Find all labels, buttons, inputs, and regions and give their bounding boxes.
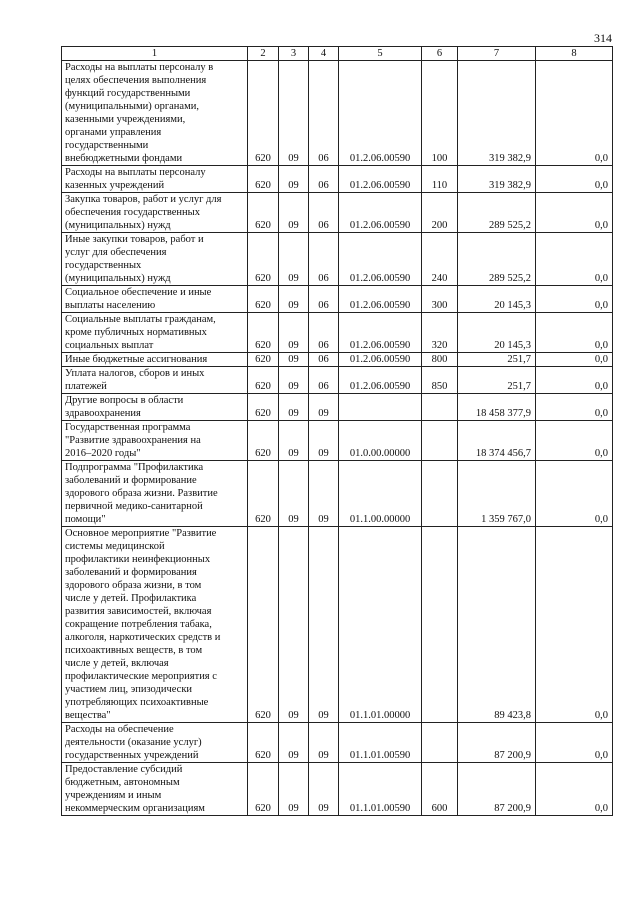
subsection-cell: 06 <box>309 353 339 367</box>
item-name-cell: Иные закупки товаров, работ и услуг для обеспечения государственных (муниципальных) нужд <box>62 233 248 286</box>
section-cell: 09 <box>279 286 309 313</box>
change-cell: 0,0 <box>536 763 613 816</box>
section-cell: 09 <box>279 394 309 421</box>
subsection-cell: 09 <box>309 421 339 461</box>
item-name-cell: Другие вопросы в области здравоохранения <box>62 394 248 421</box>
section-cell: 09 <box>279 193 309 233</box>
expense-type-cell: 110 <box>422 166 458 193</box>
subsection-cell: 06 <box>309 193 339 233</box>
amount-cell: 251,7 <box>458 353 536 367</box>
subsection-cell: 06 <box>309 286 339 313</box>
table-row <box>62 394 613 421</box>
expense-type-cell <box>422 723 458 763</box>
item-name-cell: Социальные выплаты гражданам, кроме публичных нормативных социальных выплат <box>62 313 248 353</box>
amount-cell: 20 145,3 <box>458 313 536 353</box>
section-cell: 09 <box>279 166 309 193</box>
expense-type-cell <box>422 394 458 421</box>
amount-cell: 87 200,9 <box>458 723 536 763</box>
amount-cell: 18 458 377,9 <box>458 394 536 421</box>
item-name-cell: Закупка товаров, работ и услуг для обеспечения государственных (муниципальных) нужд <box>62 193 248 233</box>
header-cell: 8 <box>536 47 613 61</box>
ministry-code-cell: 620 <box>248 61 279 166</box>
table-row <box>62 193 613 233</box>
table-row <box>62 61 613 166</box>
header-cell: 1 <box>62 47 248 61</box>
item-name-cell: Иные бюджетные ассигнования <box>62 353 248 367</box>
amount-cell: 87 200,9 <box>458 763 536 816</box>
target-article-cell: 01.1.01.00590 <box>339 763 422 816</box>
header-cell: 7 <box>458 47 536 61</box>
amount-cell: 289 525,2 <box>458 233 536 286</box>
item-name-cell: Государственная программа "Развитие здравоохранения на 2016–2020 годы" <box>62 421 248 461</box>
change-cell: 0,0 <box>536 233 613 286</box>
header-cell: 6 <box>422 47 458 61</box>
header-cell: 5 <box>339 47 422 61</box>
change-cell: 0,0 <box>536 367 613 394</box>
table-row <box>62 233 613 286</box>
change-cell: 0,0 <box>536 461 613 527</box>
header-cell: 4 <box>309 47 339 61</box>
ministry-code-cell: 620 <box>248 353 279 367</box>
section-cell: 09 <box>279 353 309 367</box>
change-cell: 0,0 <box>536 61 613 166</box>
amount-cell: 18 374 456,7 <box>458 421 536 461</box>
subsection-cell: 06 <box>309 166 339 193</box>
target-article-cell <box>339 394 422 421</box>
change-cell: 0,0 <box>536 421 613 461</box>
change-cell: 0,0 <box>536 193 613 233</box>
change-cell: 0,0 <box>536 166 613 193</box>
target-article-cell: 01.2.06.00590 <box>339 166 422 193</box>
ministry-code-cell: 620 <box>248 763 279 816</box>
item-name-cell: Основное мероприятие "Развитие системы медицинской профилактики неинфекционных заболеваний и формирования здорового образа жизни, в том числе у детей. Профилактика развития зависимостей, включая сокращение потребления табака, алкоголя, наркотических средств и психоактивных веществ, в том числе у детей, включая профилактические мероприятия с участием лиц, эпизодически употребляющих психоактивные вещества" <box>62 527 248 723</box>
target-article-cell: 01.2.06.00590 <box>339 313 422 353</box>
section-cell: 09 <box>279 763 309 816</box>
subsection-cell: 09 <box>309 527 339 723</box>
subsection-cell: 09 <box>309 763 339 816</box>
expense-type-cell: 600 <box>422 763 458 816</box>
change-cell: 0,0 <box>536 353 613 367</box>
table-row <box>62 166 613 193</box>
budget-table <box>61 46 613 816</box>
expense-type-cell: 800 <box>422 353 458 367</box>
target-article-cell: 01.1.01.00000 <box>339 527 422 723</box>
header-cell: 3 <box>279 47 309 61</box>
ministry-code-cell: 620 <box>248 723 279 763</box>
table-row <box>62 723 613 763</box>
table-row <box>62 286 613 313</box>
expense-type-cell: 850 <box>422 367 458 394</box>
item-name-cell: Расходы на выплаты персоналу казенных учреждений <box>62 166 248 193</box>
item-name-cell: Расходы на выплаты персоналу в целях обеспечения выполнения функций государственными (муниципальными) органами, казенными учреждениями, органами управления государственными внебюджетными фондами <box>62 61 248 166</box>
target-article-cell: 01.0.00.00000 <box>339 421 422 461</box>
section-cell: 09 <box>279 233 309 286</box>
amount-cell: 20 145,3 <box>458 286 536 313</box>
item-name-cell: Социальное обеспечение и иные выплаты населению <box>62 286 248 313</box>
subsection-cell: 06 <box>309 233 339 286</box>
expense-type-cell <box>422 461 458 527</box>
table-row <box>62 763 613 816</box>
header-cell: 2 <box>248 47 279 61</box>
change-cell: 0,0 <box>536 313 613 353</box>
expense-type-cell: 300 <box>422 286 458 313</box>
subsection-cell: 09 <box>309 394 339 421</box>
section-cell: 09 <box>279 313 309 353</box>
target-article-cell: 01.2.06.00590 <box>339 286 422 313</box>
item-name-cell: Уплата налогов, сборов и иных платежей <box>62 367 248 394</box>
table-row <box>62 313 613 353</box>
change-cell: 0,0 <box>536 723 613 763</box>
target-article-cell: 01.1.00.00000 <box>339 461 422 527</box>
item-name-cell: Расходы на обеспечение деятельности (оказание услуг) государственных учреждений <box>62 723 248 763</box>
change-cell: 0,0 <box>536 286 613 313</box>
amount-cell: 319 382,9 <box>458 61 536 166</box>
change-cell: 0,0 <box>536 394 613 421</box>
ministry-code-cell: 620 <box>248 166 279 193</box>
table-row <box>62 527 613 723</box>
section-cell: 09 <box>279 461 309 527</box>
header-row <box>62 47 613 61</box>
amount-cell: 1 359 767,0 <box>458 461 536 527</box>
amount-cell: 319 382,9 <box>458 166 536 193</box>
ministry-code-cell: 620 <box>248 313 279 353</box>
ministry-code-cell: 620 <box>248 394 279 421</box>
expense-type-cell: 100 <box>422 61 458 166</box>
amount-cell: 89 423,8 <box>458 527 536 723</box>
table-row <box>62 367 613 394</box>
table-row <box>62 461 613 527</box>
section-cell: 09 <box>279 723 309 763</box>
target-article-cell: 01.2.06.00590 <box>339 193 422 233</box>
item-name-cell: Предоставление субсидий бюджетным, автономным учреждениям и иным некоммерческим организациям <box>62 763 248 816</box>
target-article-cell: 01.1.01.00590 <box>339 723 422 763</box>
subsection-cell: 09 <box>309 723 339 763</box>
subsection-cell: 06 <box>309 313 339 353</box>
subsection-cell: 06 <box>309 61 339 166</box>
section-cell: 09 <box>279 527 309 723</box>
section-cell: 09 <box>279 421 309 461</box>
target-article-cell: 01.2.06.00590 <box>339 367 422 394</box>
ministry-code-cell: 620 <box>248 233 279 286</box>
ministry-code-cell: 620 <box>248 421 279 461</box>
expense-type-cell <box>422 421 458 461</box>
target-article-cell: 01.2.06.00590 <box>339 61 422 166</box>
amount-cell: 289 525,2 <box>458 193 536 233</box>
expense-type-cell: 320 <box>422 313 458 353</box>
expense-type-cell <box>422 527 458 723</box>
item-name-cell: Подпрограмма "Профилактика заболеваний и формирование здорового образа жизни. Развитие первичной медико-санитарной помощи" <box>62 461 248 527</box>
ministry-code-cell: 620 <box>248 527 279 723</box>
subsection-cell: 06 <box>309 367 339 394</box>
expense-type-cell: 240 <box>422 233 458 286</box>
table-row <box>62 421 613 461</box>
section-cell: 09 <box>279 367 309 394</box>
ministry-code-cell: 620 <box>248 367 279 394</box>
page-number: 314 <box>594 31 612 45</box>
amount-cell: 251,7 <box>458 367 536 394</box>
ministry-code-cell: 620 <box>248 286 279 313</box>
subsection-cell: 09 <box>309 461 339 527</box>
change-cell: 0,0 <box>536 527 613 723</box>
ministry-code-cell: 620 <box>248 193 279 233</box>
ministry-code-cell: 620 <box>248 461 279 527</box>
target-article-cell: 01.2.06.00590 <box>339 353 422 367</box>
table-row <box>62 353 613 367</box>
section-cell: 09 <box>279 61 309 166</box>
target-article-cell: 01.2.06.00590 <box>339 233 422 286</box>
expense-type-cell: 200 <box>422 193 458 233</box>
